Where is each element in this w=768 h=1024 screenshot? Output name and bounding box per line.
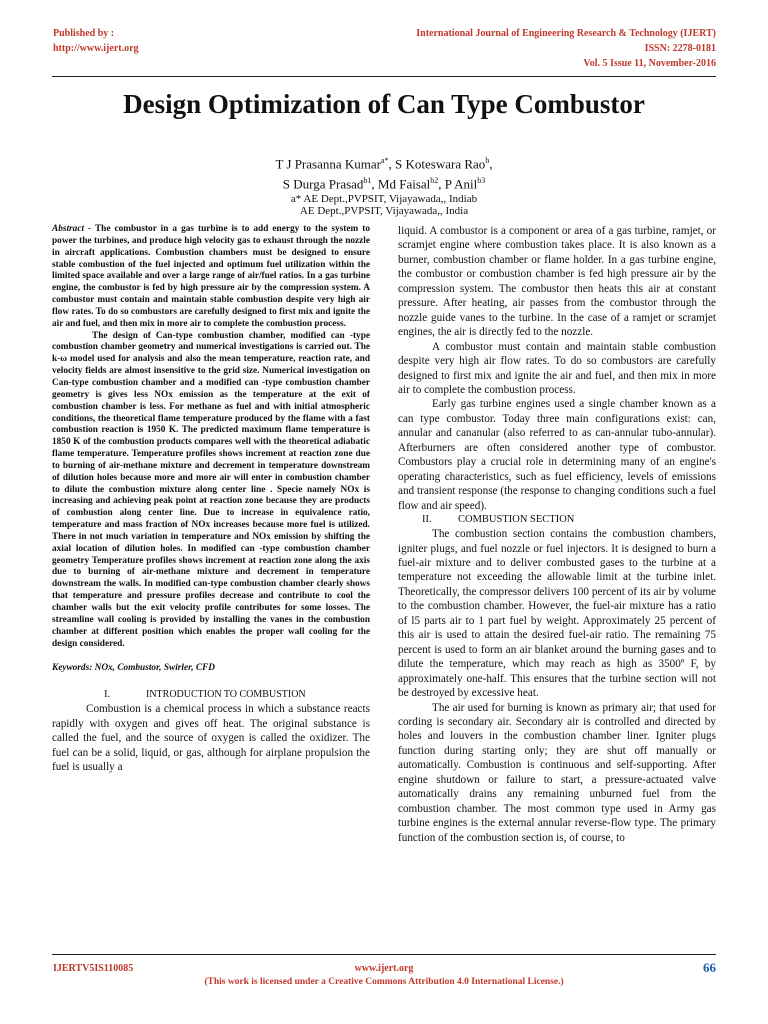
author-superscript: b3 [477,176,486,186]
abstract-text-1: The combustor in a gas turbine is to add energy to the system to power the turbines, and produce high velocity gas to exhaust through the nozzle in aircraft applications. Combustion chambers must be designed to ensure stable combustion of the fuel injected and optimum fuel utilization within the limited space available and over a large range of air/fuel ratios. In a gas turbine engine, the combustor is fed by high pressure air by the compression system. A combustor must contain and maintain stable combustion despite very high air flow rates. To do so combustors are carefully designed to first mix and ignite the air and fuel, and then mix in more air to complete the combustion process. [52,224,371,329]
body-paragraph-5: The air used for burning is known as primary air; that used for cording is secondary air. Secondary air is controlled and directed by holes and louvers in the combustion chamber liner. Igniter plugs function during starting only; they are shut off manually or automatically. Combustion is continuous and self-supporting. After engine shutdown or failure to start, a pressure-actuated valve automatically drains any remaining unburned fuel from the combustion chamber. The most common type used in Army gas turbine engines is the external annular reverse-flow type. The primary function of the combustion section is, of course, to [398,701,716,844]
body-paragraph-4: The combustion section contains the combustion chambers, igniter plugs, and fuel nozzle or fuel injectors. It is designed to burn a fuel-air mixture and to deliver combusted gases to the turbine at a temperature not exceeding the allowable limit at the turbine inlet. Theoretically, the compressor delivers 100 percent of its air by volume to the combustion chamber. However, the fuel-air mixture has a ratio of l5 parts air to 1 part fuel by weight. Approximately 25 percent of this air is used to attain the desired fuel-air ratio. The remaining 75 percent is used to form an air blanket around the burning gases and to dilute the temperature, which may reach as high as 3500º F, by approximately one-half. This ensures that the turbine section will not be destroyed by excessive heat. [398,528,716,700]
published-by: Published by : [53,28,115,39]
author-name: , P Anil [438,176,478,192]
footer-site-link[interactable]: www.ijert.org [354,963,414,974]
paper-id: IJERTV5IS110085 [53,963,134,974]
journal-url-link[interactable]: http://www.ijert.org [53,43,139,54]
abstract-label: Abstract - [52,224,92,234]
author-name: , Md Faisal [371,176,431,192]
affiliation-1: a* AE Dept.,PVPSIT, Vijayawada,, Indiab [290,192,478,205]
section-number: I. [104,689,110,701]
abstract-paragraph-2 [52,331,370,651]
intro-paragraph: Combustion is a chemical process in which a substance reacts rapidly with oxygen and gives off heat. The original substance is called the fuel, and the source of oxygen is called the oxidizer. The fuel can be a solid, liquid, or gas, although for airplane propulsion the fuel is usually a [52,703,370,774]
issn: ISSN: 2278-0181 [644,43,716,54]
author-name: , S Koteswara Rao [388,156,486,172]
body-paragraph-3: Early gas turbine engines used a single chamber known as a can type combustor. Today three main configurations exist: can, annular and cananular (also referred to as can-annular tubo-annular). Afterburners are often considered another type of combustor. Combustors play a crucial role in determining many of an engine's operating characteristics, such as fuel efficiency, levels of emissions and transient response (the response to changing conditions such a fuel flow and air speed). [398,398,716,512]
body-paragraph-1: liquid. A combustor is a component or area of a gas turbine, ramjet, or scramjet engine where combustion takes place. It is also known as a burner, combustion chamber or flame holder. In a gas turbine engine, the combustor or combustion chamber is fed high pressure air by the compression system. The combustor then heats this air at constant pressure. After heating, air passes from the combustor through the nozzle guide vanes to the turbine. In the case of a ramjet or scramjet engines, the air is directly fed to the nozzle. [398,225,716,339]
section-number: II. [422,514,432,526]
section-heading-2 [398,513,716,527]
volume-issue: Vol. 5 Issue 11, November-2016 [583,58,716,69]
author-superscript: b [485,156,490,165]
abstract-text-2: The design of Can-type combustion chamber, modified can -type combustion chamber geometry and numerical investigations is carried out. The k-ω model used for analysis and also the mean temperature, reaction rate, and velocity fields are almost insensitive to the grid size. Numerical investigation on Can-type combustion chamber and a modified can -type combustion chamber geometry is gives less NOx emission as the temperature at the exit of combustion chamber is less. For methane as fuel and with initial atmospheric conditions, the theoretical flame temperature produced by the flame with a fast combustion reaction is 1950 K. The predicted maximum flame temperature is 1850 K of the combustion products compares well with the theoretical adiabatic flame temperature. Temperature profiles shows increment at reaction zone due to burning of air-methane mixture and decrement in temperature downstream of dilution holes because more and more air will enter in combustion chamber to dilute the combustion mixture along center line . Specie namely NOx is increasing and achieving peak point at reaction zone because they are products of combustion along center line. Due to increase in equivalence ratio, temperature and mass fraction of NOx increases because more fuel is utilized. There in not much variation in temperature and NOx emission by shifting the axial location of dilution holes. In modified can -type combustion chamber geometry Temperature profiles shows increment at reaction zone along the axis due to burning of air-methane mixture and decrement in temperature downstream the walls. In modified can-type combustion chamber clearly shows that temperature and pressure profiles decrease and contribute to cool the chamber walls but the exit velocity profile contributes for some losses. The streamline wall cooling is provided by installing the vanes in the combustion chamber at different position which enables the proper wall cooling for the design considered. [52,330,370,649]
header-right [416,26,716,71]
body-paragraph-2: A combustor must contain and maintain stable combustion despite very high air flow rates. To do so combustors are carefully designed to first mix and ignite the air and fuel, and then mix in more air to complete the combustion process. [398,340,716,396]
section-title: COMBUSTION SECTION [458,514,575,526]
abstract-paragraph-1 [52,224,370,331]
author-superscript: a* [380,156,389,165]
left-column [52,224,370,775]
author-superscript: b1 [363,176,372,186]
journal-name: International Journal of Engineering Research & Technology (IJERT) [416,28,716,39]
affiliation-2: AE Dept.,PVPSIT, Vijayawada,, India [299,204,469,217]
header-divider [52,76,716,77]
header-left [53,26,139,56]
license-notice: (This work is licensed under a Creative Commons Attribution 4.0 International License.) [204,977,564,987]
author-name: S Durga Prasad [282,176,364,192]
keywords: Keywords: NOx, Combustor, Swirler, CFD [52,663,215,674]
author-name: T J Prasanna Kumar [275,156,381,172]
author-block [0,152,768,217]
author-line-2 [0,172,768,192]
footer-divider [52,954,716,955]
right-column [398,224,716,845]
page-number: 66 [703,960,716,975]
author-line-1: T J Prasanna Kumar$^{a*}$, S Koteswara Rao$^b$, [275,156,493,172]
author-superscript: b2 [430,176,439,186]
section-title: INTRODUCTION TO COMBUSTION [146,689,306,701]
section-heading-1 [52,688,370,702]
paper-title: Design Optimization of Can Type Combustor [123,89,645,119]
